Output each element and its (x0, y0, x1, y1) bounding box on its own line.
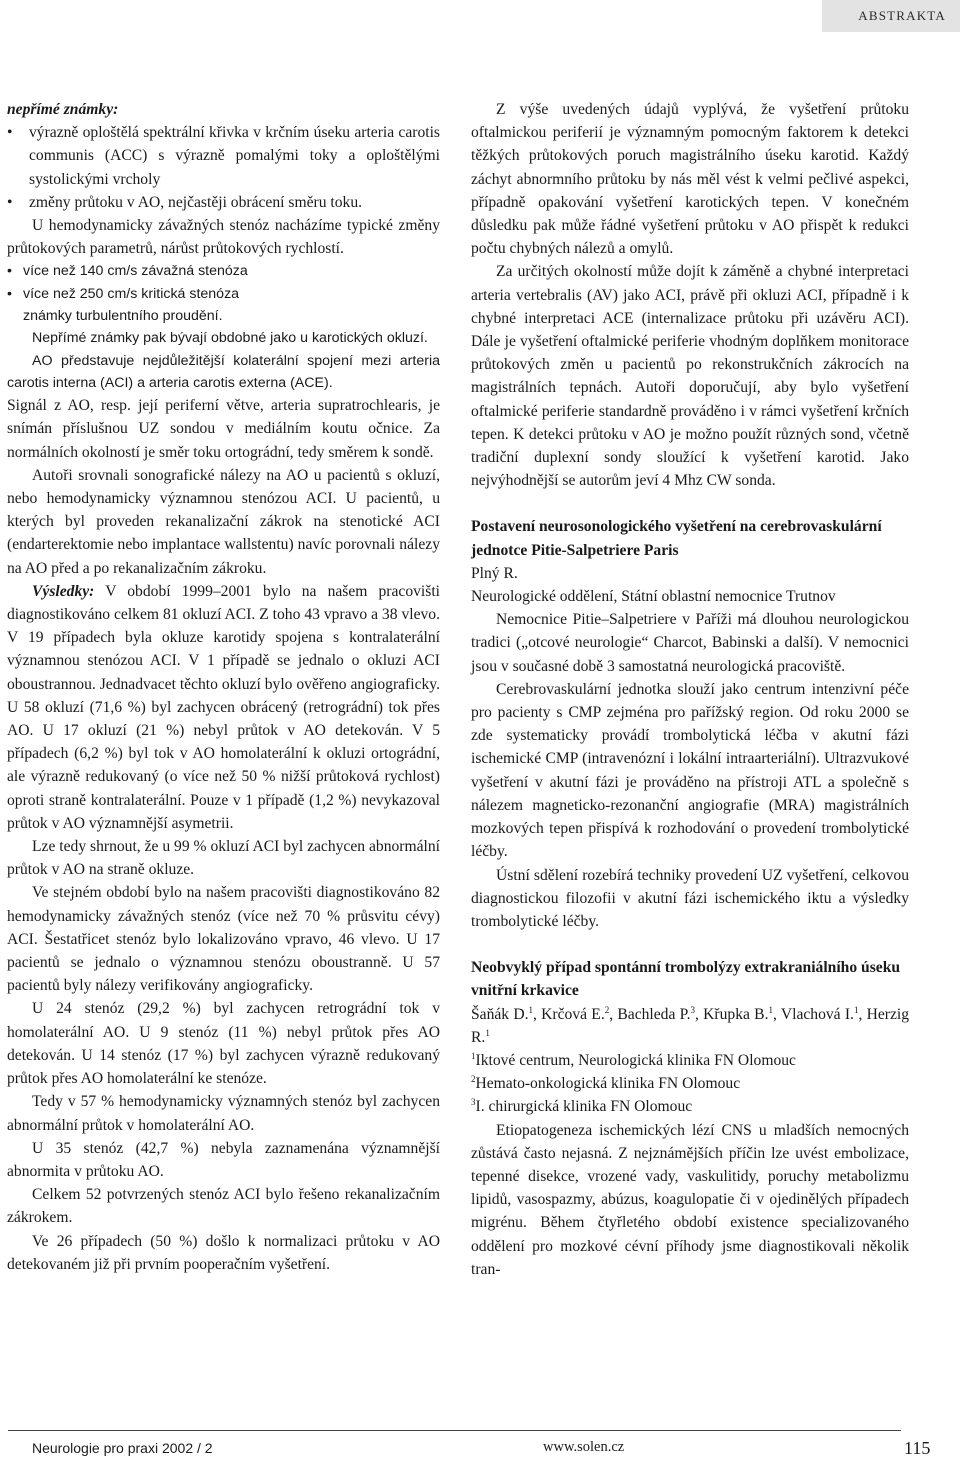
author-sup: 2 (604, 1004, 610, 1015)
author-name: Herzig R. (471, 1005, 910, 1046)
results-paragraph (7, 580, 440, 835)
author-sup: 1 (528, 1004, 534, 1015)
article-authors: Šaňák D.$^1$, Krčová E.$^2$, Bachleda P.$^3$, Křupka B.$^1$, Vlachová I.$^1$, Herzig R.$^1$ (471, 1004, 910, 1046)
authors-compared-paragraph: Autoři srovnali sonografické nálezy na AO u pacientů s okluzí, nebo hemodynamicky významnou stenózou ACI. U pacientů, u kterých byl proveden rekanalizační zákrok na stenotické ACI (endarterektomie nebo implantace wallstentu) navíc porovnali nálezy na AO před a po rekanalizačním zákroku. (7, 466, 440, 577)
paragraph: Ve 26 případech (50 %) došlo k normalizaci průtoku v AO detekovaném již při prvním pooperačním vyšetření. (7, 1232, 440, 1273)
affiliation-num: 1 (471, 1050, 476, 1061)
left-column (7, 98, 440, 1276)
spacer (471, 492, 909, 515)
article-title: Neobvyklý případ spontánní trombolýzy extrakraniálního úseku vnitřní krkavice (471, 959, 901, 1000)
author-name: Křupka B. (703, 1005, 769, 1023)
page-number: 115 (904, 1438, 931, 1458)
affiliation-text: Hemato-onkologická klinika FN Olomouc (475, 1075, 741, 1093)
paragraph: Ve stejném období bylo na našem pracovišti diagnostikováno 82 hemodynamicky závažných stenóz (více než 70 % průsvitu cévy) ACI. Šestatřicet stenóz bylo lokalizováno vpravo, 46 vlevo. U 17 pacientů se jednalo o významnou stenózu oboustranně. U 57 pacientů byly nálezy verifikovány angiograficky. (7, 884, 440, 995)
author-sup: 1 (853, 1004, 859, 1015)
right-column (471, 98, 909, 1281)
list-item: • změny průtoku v AO, nejčastěji obrácení směru toku. (7, 191, 440, 214)
paragraph: Ústní sdělení rozebírá techniky provedení UZ vyšetření, celkovou diagnostickou filozofii v akutní fázi ischemického iktu a výsledky trombolytické léčby. (471, 866, 909, 930)
paragraph: Cerebrovaskulární jednotka slouží jako centrum intenzivní péče pro pacienty s CMP zejména pro pařížský region. Od roku 2000 se zde systematicky provádí trombolytická léčba v akutní fázi ischemické CMP (intravenózní i lokální intraarteriální). Ultrazvukové vyšetření v akutní fázi je prováděno na přístroji ATL a společně s nálezem magneticko-rezonanční angiografie (MRA) magistrálních mozkových tepen přispívá k rozhodování o provedení trombolytické léčby. (471, 680, 909, 861)
author-sup: 1 (768, 1004, 773, 1015)
list-item: • více než 250 cm/s kritická stenóza (7, 283, 440, 305)
signal-paragraph: Signál z AO, resp. její periferní větve, arteria supratrochlearis, je snímán příslušnou UZ sondou v mediálním koutu očnice. Za normálních okolností je směr toku ortográdní, tedy směrem k sondě. (7, 397, 440, 461)
author-name: Šaňák D. (471, 1005, 529, 1023)
header-tab (822, 0, 960, 32)
paragraph: Etiopatogeneza ischemických lézí CNS u mladších nemocných zůstává často nejasná. Z nejznámějších příčin lze uvést embolizace, tepenné disekce, vrozené vady, vaskulitidy, poruchy metabolizmu lipidů, vasospazmy, abúzus, koagulopatie či v ojedinělých případech migrénu. Během čtyřletého období existence specializovaného oddělení pro mozkové cévní příhody jsme diagnostikovali několik tran- (471, 1121, 909, 1278)
affiliation-line (471, 1095, 909, 1118)
indirect-signs-paragraph: Nepřímé známky pak bývají obdobné jako u karotických okluzí. (32, 330, 428, 347)
paragraph: Lze tedy shrnout, že u 99 % okluzí ACI byl zachycen abnormální průtok v AO na straně okluze. (7, 838, 440, 879)
affiliation-text: Iktové centrum, Neurologická klinika FN Olomouc (475, 1051, 796, 1069)
affiliation-line (471, 1072, 909, 1095)
spacer (471, 933, 909, 956)
paragraph: Tedy v 57 % hemodynamicky významných stenóz byl zachycen abnormální průtok v homolaterální AO. (7, 1093, 440, 1134)
author-name: Krčová E. (541, 1005, 605, 1023)
paragraph: Za určitých okolností může dojít k záměně a chybné interpretaci arteria vertebralis (AV) jako ACI, právě při okluzi ACI, případně i k chybné interpretaci ACE (internalizace průtoku při uzávěru ACI). Dále je vyšetření oftalmické periferie vhodným doplňkem monitorace průtokových změn u pacientů po rekonstrukčních zákrocích na magistrálních tepnách. Autoři doporučují, aby bylo vyšetření oftalmické periferie standardně prováděno i v rámci vyšetření krčních tepen. K detekci průtoku v AO je možno použít různých sond, včetně tradiční duplexní sondy sloužící k vyšetření karotid. Jako nejvýhodnější se autorům jeví 4 Mhz CW sonda. (471, 263, 909, 490)
ao-collateral-paragraph: AO představuje nejdůležitější kolaterální spojení mezi arteria carotis interna (ACI) a arteria carotis externa (ACE). (7, 352, 440, 391)
footer-journal: Neurologie pro praxi 2002 / 2 (32, 1440, 213, 1456)
indirect-signs-heading: nepřímé známky: (7, 101, 119, 118)
affiliation-text: I. chirurgická klinika FN Olomouc (475, 1098, 693, 1116)
article-author: Plný R. (471, 564, 518, 582)
section-label: ABSTRAKTA (858, 8, 946, 23)
hemodynamic-paragraph: U hemodynamicky závažných stenóz nacházíme typické změny průtokových parametrů, nárůst průtokových rychlostí. (7, 217, 440, 258)
footer-rule (8, 1430, 901, 1431)
criteria-block (7, 260, 440, 394)
list-item-continuation: známky turbulentního proudění. (23, 308, 223, 325)
paragraph: Z výše uvedených údajů vyplývá, že vyšetření průtoku oftalmickou periferií je významným pomocným faktorem k detekci těžkých průtokových poruch magistrálního úseku karotid. Každý záchyt abnormního průtoku by nás měl vést k velmi pečlivé aspekci, případně opakování vyšetření karotických tepen. V konečném důsledku pak může řádné vyšetření průtoku v AO přispět k redukci počtu chybných nálezů a omylů. (471, 101, 909, 258)
indirect-signs-list (7, 121, 440, 214)
author-sup: 3 (690, 1004, 695, 1015)
author-name: Vlachová I. (780, 1005, 854, 1023)
affiliation-num: 3 (471, 1097, 476, 1108)
paragraph: U 24 stenóz (29,2 %) byl zachycen retrográdní tok v homolaterální AO. U 9 stenóz (11 %) nebyl průtok přes AO detekován. U 14 stenóz (17 %) byl zachycen výrazně redukovaný průtok přes AO homolaterální ke stenóze. (7, 1000, 440, 1088)
article-title: Postavení neurosonologického vyšetření na cerebrovaskulární jednotce Pitie-Salpetriere Paris (471, 518, 882, 559)
list-item: • více než 140 cm/s závažná stenóza (7, 260, 440, 282)
author-sup: 1 (485, 1027, 490, 1038)
results-label: Výsledky: (32, 582, 95, 600)
affiliation-num: 2 (471, 1073, 476, 1084)
paragraph: Nemocnice Pitie–Salpetriere v Paříži má dlouhou neurologickou tradici („otcové neurologie“ Charcot, Babinski a další). V nemocnici jsou v současné době 3 samostatná neurologická pracoviště. (471, 611, 909, 675)
velocity-criteria-list (7, 260, 440, 327)
results-text: V období 1999–2001 bylo na našem pracovišti diagnostikováno celkem 81 okluzí ACI. Z toho 43 vpravo a 38 vlevo. V 19 případech byla okluze karotidy spojena s kontralaterální významnou stenózou ACI. V 1 případě se jednalo o okluzi ACI oboustrannou. Jednadvacet těchto okluzí bylo ověřeno angiograficky. U 58 okluzí (71,6 %) byl zachycen obrácený (retrográdní) tok přes AO. U 17 okluzí (21 %) nebyl průtok v AO detekován. V 5 případech (6,2 %) byl tok v AO homolaterální k okluzi ortográdní, ale výrazně redukovaný (o více než 50 % nižší průtoková rychlost) oproti straně kontralaterální. Pouze v 1 případě (1,2 %) nevykazoval průtok v AO významnější asymetrii. (7, 582, 440, 832)
article-affiliation: Neurologické oddělení, Státní oblastní nemocnice Trutnov (471, 588, 836, 606)
list-item: • výrazně oploštělá spektrální křivka v krčním úseku arteria carotis communis (ACC) s výrazně pomalými toky a oploštělými systolickými vrcholy (7, 121, 440, 191)
paragraph: U 35 stenóz (42,7 %) nebyla zaznamenána významnější abnormita v průtoku AO. (7, 1139, 440, 1180)
paragraph: Celkem 52 potvrzených stenóz ACI bylo řešeno rekanalizačním zákrokem. (7, 1186, 440, 1227)
affiliation-line (471, 1049, 909, 1072)
author-name: Bachleda P. (617, 1005, 691, 1023)
footer-website: www.solen.cz (543, 1439, 625, 1455)
